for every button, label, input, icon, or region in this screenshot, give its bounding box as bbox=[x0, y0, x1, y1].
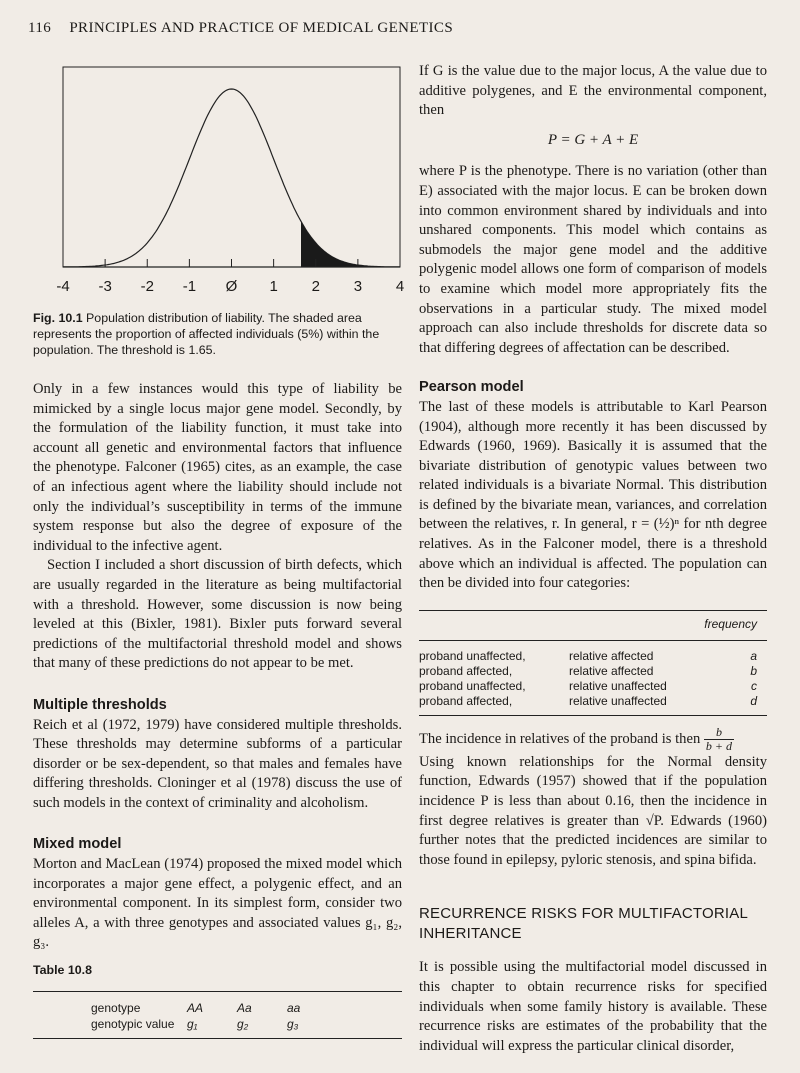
paragraph: Section I included a short discussion of birth defects, which are usually regarded in the literature as being multifactorial with a threshold. However, some discussion is now being leveled at this (Bixler, 1981). Bixler puts forward several predictions of the multifactorial threshold model and shows that many of these predictions do not appear to be met. bbox=[33, 557, 402, 672]
table-cell: d bbox=[750, 693, 757, 708]
table-cell: relative bbox=[569, 678, 608, 693]
table-cell: genotype bbox=[91, 1000, 141, 1015]
paragraph: where P is the phenotype. There is no variation (other than E) associated with the major locus. E can be broken down into common environment shared by individuals and into unshared components. This model which contains as submodels the major gene model and the additive polygenic model allows one form of comparison of models to examine which model more appropriately fits the observations in a particular study. The mixed model approach can also include thresholds for discrete data so that differing degrees of affectation can be described. bbox=[419, 163, 767, 356]
frequency-table bbox=[419, 610, 767, 716]
paragraph: The last of these models is attributable to Karl Pearson (1904), although more recently it has been discussed by Edwards (1960, 1969). Basically it is assumed that the bivariate distribution of genotypic values between two related individuals is a bivariate Normal. This distribution is defined by the bivariate mean, variances, and correlation between the relatives, r. In general, r = (½)ⁿ for nth degree relatives. As in the Falconer model, there is a threshold above which an individual is affected. The population can then be divided into four categories: bbox=[419, 398, 767, 592]
table-cell: proband unaffected, bbox=[419, 678, 526, 693]
section-heading: RECURRENCE RISKS FOR MULTIFACTORIAL INHERITANCE bbox=[419, 905, 748, 943]
x-tick-label: 2 bbox=[311, 278, 320, 295]
table-row bbox=[419, 694, 767, 709]
equation: P = G + A + E bbox=[547, 131, 639, 148]
paragraph bbox=[419, 726, 767, 753]
figure-label: Fig. 10.1 bbox=[33, 311, 83, 325]
right-column bbox=[419, 62, 767, 1056]
x-tick-label: 4 bbox=[395, 278, 405, 295]
table-cell: relative bbox=[569, 663, 608, 678]
x-tick-label: 3 bbox=[353, 278, 363, 295]
genotype-table bbox=[33, 991, 402, 1039]
paragraph: If G is the value due to the major locus, A the value due to additive polygenes, and E the environmental component, then bbox=[419, 63, 767, 119]
figure-caption bbox=[33, 310, 402, 358]
table-cell: proband affected, bbox=[419, 693, 513, 708]
x-tick-label: Ø bbox=[225, 278, 238, 295]
figure-frame bbox=[63, 67, 400, 267]
paragraph: Morton and MacLean (1974) proposed the mixed model which incorporates a major gene effect, a polygenic effect, and an environmental component. In its simplest form, consider two alleles A, a with three genotypes and associated values g₁, g₂, g₃. bbox=[33, 856, 402, 951]
figure-caption-text: Population distribution of liability. The shaded area represents the proportion of affected individuals (5%) within the population. The threshold is 1.65. bbox=[33, 311, 380, 357]
x-tick-label: -1 bbox=[182, 278, 197, 295]
table-cell: a bbox=[750, 648, 757, 663]
x-tick-label: -2 bbox=[140, 278, 154, 295]
table-cell: proband affected, bbox=[419, 663, 513, 678]
table-title: Table 10.8 bbox=[33, 963, 93, 978]
table-cell: affected bbox=[611, 648, 654, 663]
table-row bbox=[33, 1000, 402, 1016]
frequency-header: frequency bbox=[419, 611, 767, 641]
table-cell: unaffected bbox=[611, 678, 667, 693]
fraction-numerator: b bbox=[715, 724, 722, 739]
distribution-curve bbox=[63, 89, 400, 267]
table-cell: g₃ bbox=[287, 1016, 299, 1031]
table-cell: unaffected bbox=[611, 693, 667, 708]
table-row bbox=[419, 649, 767, 664]
fraction bbox=[704, 726, 734, 753]
heading-multiple-thresholds: Multiple thresholds bbox=[33, 696, 167, 713]
table-row bbox=[419, 664, 767, 679]
table-cell: genotypic value bbox=[91, 1016, 175, 1031]
paragraph: It is possible using the multifactorial model discussed in this chapter to obtain recurrence risks for specified individuals when some family history is available. These recurrence risks are estimates of the probability that the individual will express the particular clinical disorder, bbox=[419, 959, 767, 1054]
table-cell: b bbox=[750, 663, 757, 678]
table-cell: affected bbox=[611, 663, 654, 678]
table-cell: c bbox=[751, 678, 757, 693]
table-cell: g₁ bbox=[187, 1016, 198, 1031]
running-title: PRINCIPLES AND PRACTICE OF MEDICAL GENETICS bbox=[69, 20, 454, 36]
table-cell: relative bbox=[569, 693, 608, 708]
table-cell: relative bbox=[569, 648, 608, 663]
table-cell: aa bbox=[287, 1000, 301, 1015]
incidence-text: The incidence in relatives of the proband is then bbox=[419, 730, 701, 747]
paragraph: Using known relationships for the Normal density function, Edwards (1957) showed that if the population incidence P is less than about 0.16, then the incidence in first degree relatives is greater than √P. Edwards (1960) further notes that the predicted incidences are similar to those found in epilepsy, pyloric stenosis, and spina bifida. bbox=[419, 753, 767, 868]
heading-mixed-model: Mixed model bbox=[33, 836, 122, 853]
liability-chart bbox=[33, 62, 405, 302]
table-row bbox=[33, 1016, 402, 1032]
table-row bbox=[419, 679, 767, 694]
x-tick-label: 1 bbox=[269, 278, 278, 295]
heading-pearson-model: Pearson model bbox=[419, 379, 524, 396]
running-header bbox=[28, 20, 780, 37]
table-cell: g₂ bbox=[237, 1016, 249, 1031]
paragraph: Only in a few instances would this type of liability be mimicked by a single locus major gene model. Secondly, by the formulation of the liability function, it must take into account all genetic and environmental factors that influence the phenotype. Falconer (1965) cites, as an example, the case of an infectious agent where the liability should include not only the individual’s susceptibility in terms of the immune system response but also the degree of exposure of the individual to the infective agent. bbox=[33, 381, 402, 554]
liability-distribution-figure bbox=[33, 62, 405, 302]
x-tick-label: -4 bbox=[56, 278, 70, 295]
table-cell: proband unaffected, bbox=[419, 648, 526, 663]
x-tick-label: -3 bbox=[98, 278, 112, 295]
fraction-denominator: b + d bbox=[705, 738, 733, 753]
table-cell: Aa bbox=[237, 1000, 252, 1015]
paragraph: Reich et al (1972, 1979) have considered multiple thresholds. These thresholds may determine subforms of a particular disorder or be sex-dependent, so that males and females have differing thresholds. Cloninger et al (1978) discuss the use of such models in the context of criminality and alcoholism. bbox=[33, 716, 402, 811]
left-column bbox=[33, 380, 402, 1039]
table-cell: AA bbox=[187, 1000, 204, 1015]
page-number: 116 bbox=[28, 20, 52, 36]
